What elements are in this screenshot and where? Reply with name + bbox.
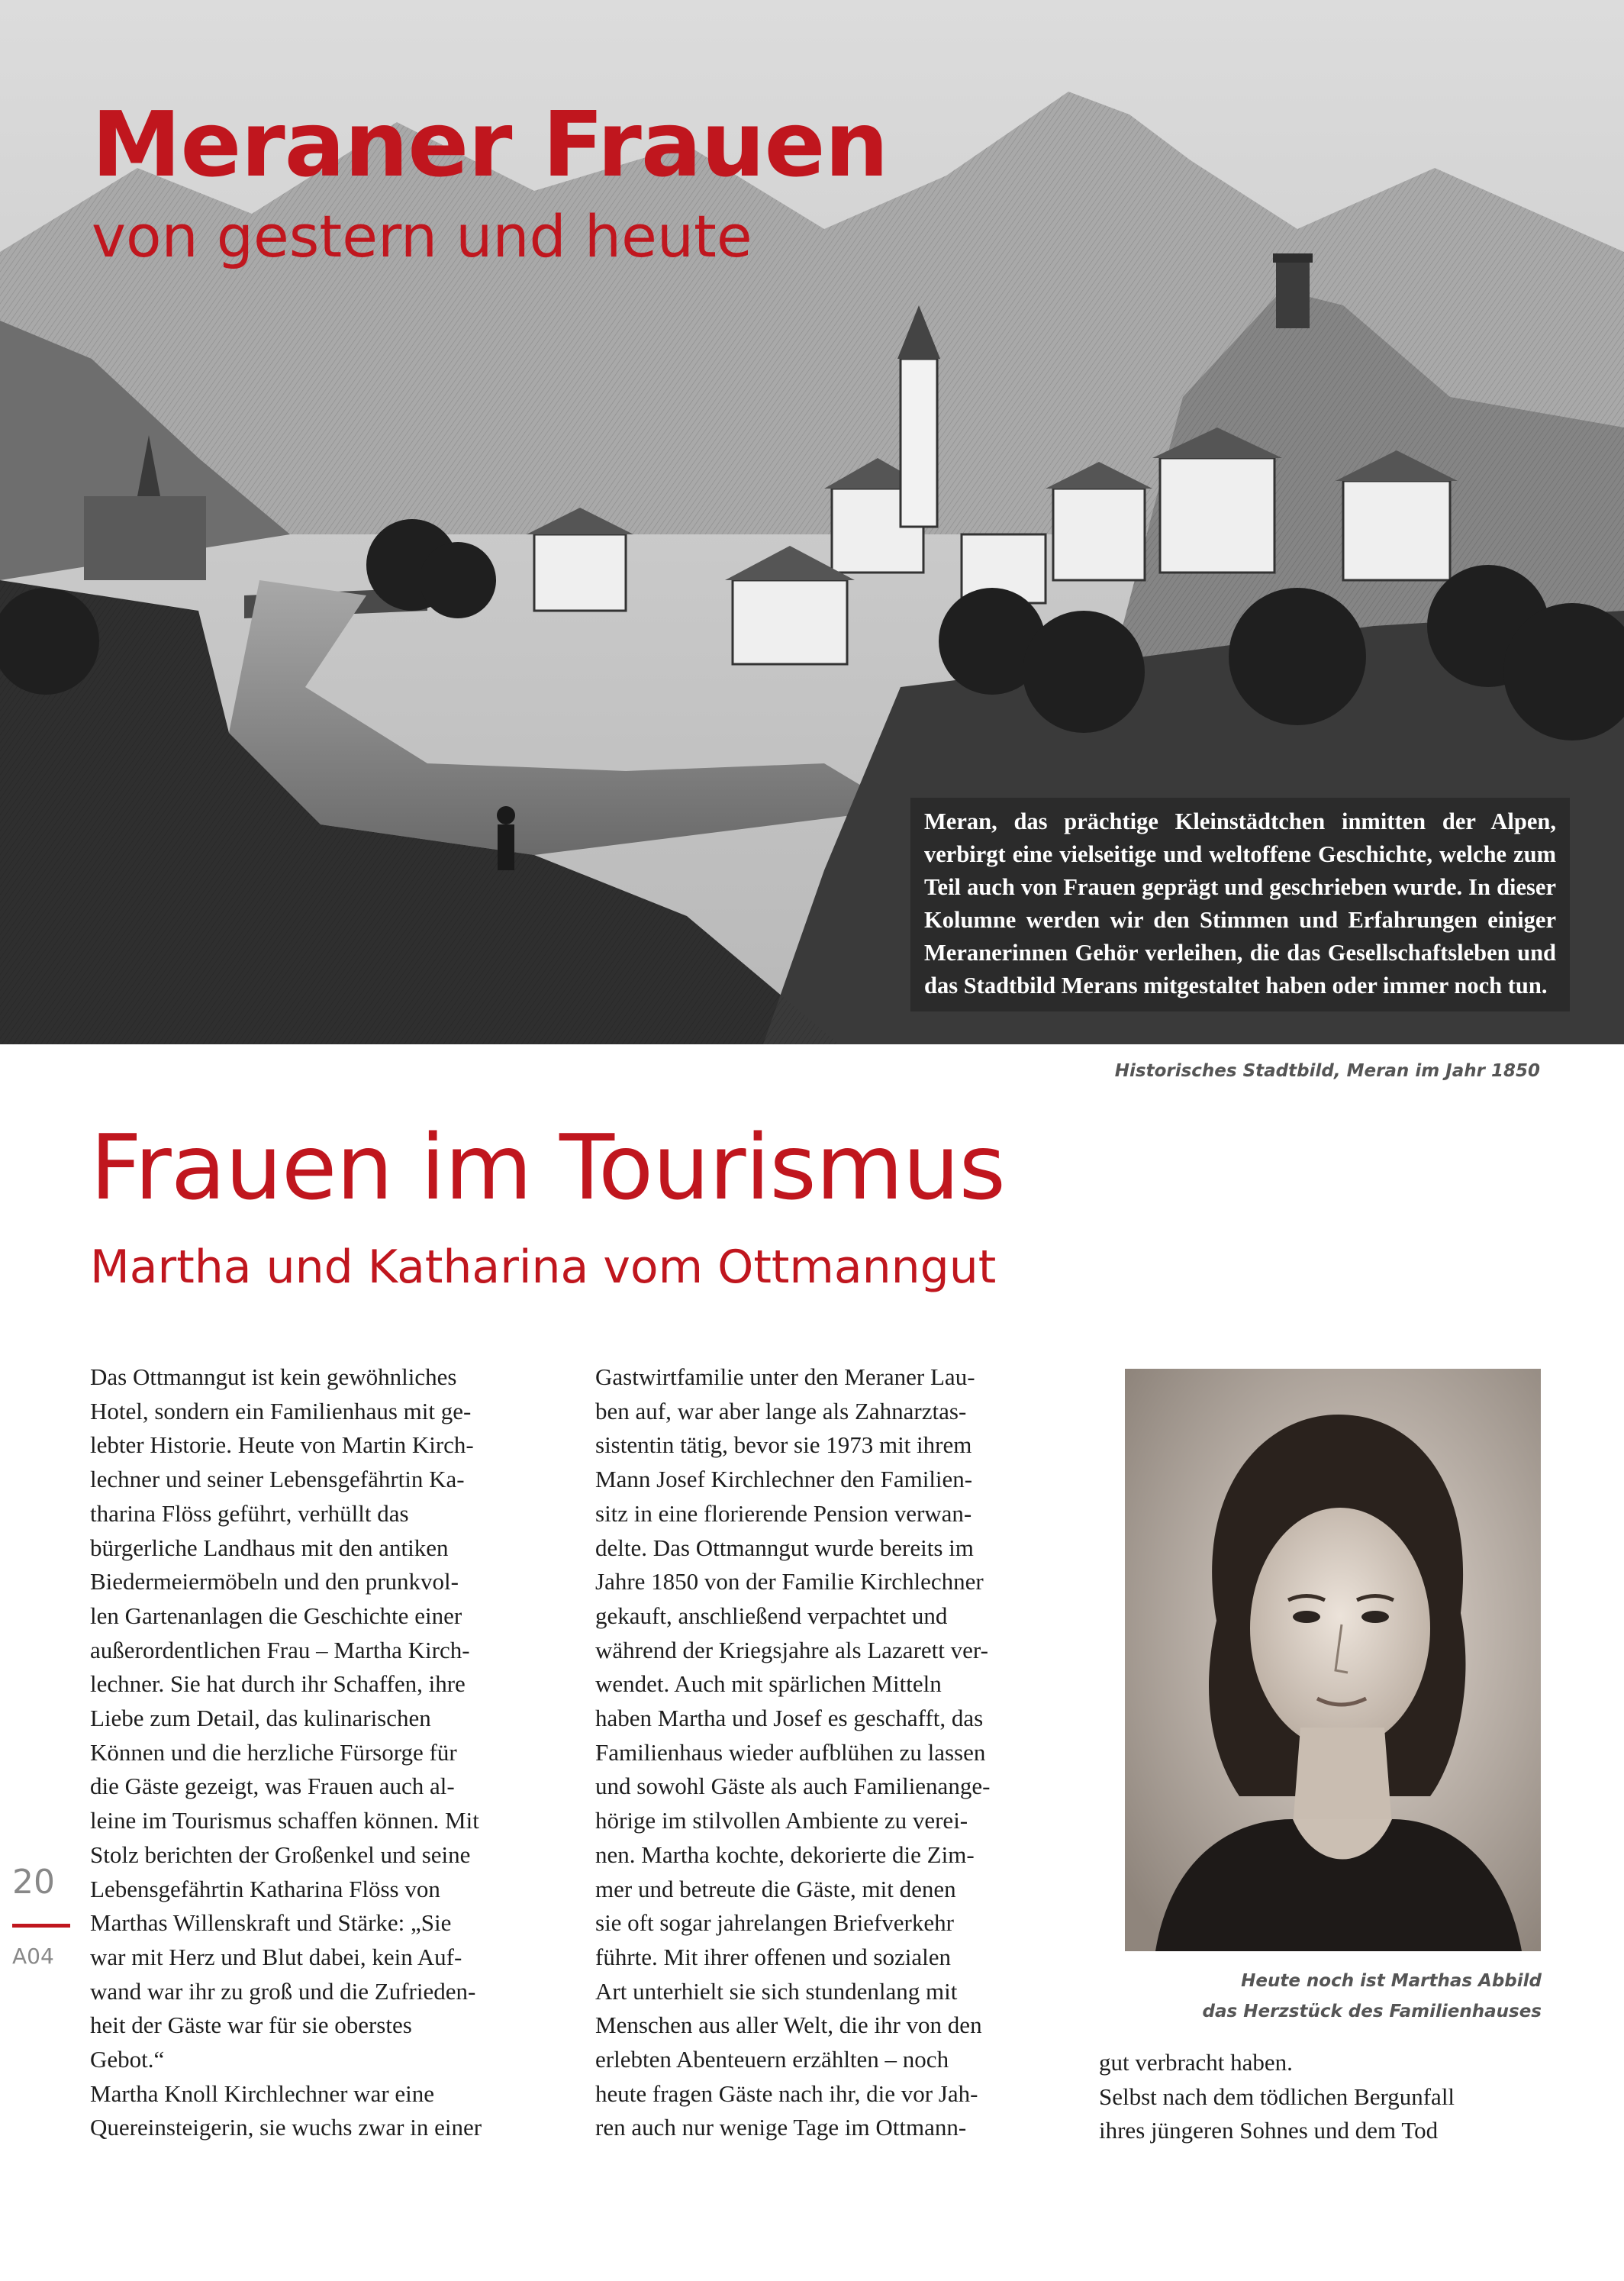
text-line: erlebten Abenteuern erzählten – noch bbox=[595, 2046, 949, 2073]
text-line: bürgerliche Landhaus mit den antiken bbox=[90, 1534, 449, 1561]
article-column-1 bbox=[90, 1360, 540, 2145]
text-line: war mit Herz und Blut dabei, kein Auf- bbox=[90, 1943, 462, 1970]
text-line: Können und die herzliche Fürsorge für bbox=[90, 1738, 457, 1766]
text-line: Marthas Willenskraft und Stärke: „Sie bbox=[90, 1909, 452, 1937]
text-line: lechner. Sie hat durch ihr Schaffen, ihre bbox=[90, 1670, 466, 1698]
article-column-3 bbox=[1099, 2046, 1557, 2148]
text-line: Art unterhielt sie sich stundenlang mit bbox=[595, 1977, 958, 2005]
portrait-caption bbox=[1203, 1966, 1542, 2027]
text-line: lechner und seiner Lebensgefährtin Ka- bbox=[90, 1466, 465, 1493]
text-line: Quereinsteigerin, sie wuchs zwar in einer bbox=[90, 2114, 482, 2141]
text-line: Gebot.“ bbox=[90, 2046, 165, 2073]
text-line: Lebensgefährtin Katharina Flöss von bbox=[90, 1875, 440, 1902]
text-line: tharina Flöss geführt, verhüllt das bbox=[90, 1499, 409, 1527]
text-line: ren auch nur wenige Tage im Ottmann- bbox=[595, 2114, 967, 2141]
text-line: wand war ihr zu groß und die Zufrieden- bbox=[90, 1977, 476, 2005]
text-line: lebter Historie. Heute von Martin Kirch- bbox=[90, 1431, 474, 1459]
text-line: die Gäste gezeigt, was Frauen auch al- bbox=[90, 1773, 455, 1800]
text-line: ben auf, war aber lange als Zahnarztas- bbox=[595, 1397, 967, 1424]
text-line: mer und betreute die Gäste, mit denen bbox=[595, 1875, 956, 1902]
text-line: gut verbracht haben. bbox=[1099, 2049, 1293, 2076]
portrait-illustration bbox=[1125, 1369, 1541, 1951]
page-number: 20 bbox=[12, 1863, 55, 1902]
series-intro-text: Meran, das prächtige Kleinstädtchen inmitten der Alpen, verbirgt eine vielseitige und weltoffene Geschichte, welche zum Teil auch von Frauen geprägt und geschrieben wurde. In dieser Kolumne werden wir den Stimmen und Erfahrungen einiger Meranerinnen Gehör verleihen, die das Gesellschaftsleben und das Stadtbild Merans mitgestaltet haben oder immer noch tun. bbox=[910, 798, 1570, 1011]
text-line: nen. Martha kochte, dekorierte die Zim- bbox=[595, 1841, 975, 1868]
text-line: führte. Mit ihrer offenen und sozialen bbox=[595, 1943, 951, 1970]
text-line: wendet. Auch mit spärlichen Mitteln bbox=[595, 1670, 942, 1698]
portrait-photo-martha bbox=[1125, 1369, 1541, 1951]
section-code: A04 bbox=[12, 1944, 54, 1969]
text-line: Das Ottmanngut ist kein gewöhnliches bbox=[90, 1363, 457, 1390]
text-line: Gastwirtfamilie unter den Meraner Lau- bbox=[595, 1363, 975, 1390]
portrait-caption-line-2: das Herzstück des Familienhauses bbox=[1202, 2002, 1542, 2021]
text-line: Stolz berichten der Großenkel und seine bbox=[90, 1841, 471, 1868]
text-line: Martha Knoll Kirchlechner war eine bbox=[90, 2079, 435, 2107]
text-line: hörige im stilvollen Ambiente zu verei- bbox=[595, 1807, 968, 1834]
hero-engraving bbox=[0, 0, 1624, 1044]
article-subtitle: Martha und Katharina vom Ottmanngut bbox=[90, 1241, 997, 1294]
text-line: leine im Tourismus schaffen können. Mit bbox=[90, 1807, 479, 1834]
series-subtitle: von gestern und heute bbox=[92, 202, 752, 270]
text-line: sitz in eine florierende Pension verwan- bbox=[595, 1499, 972, 1527]
text-line: Familienhaus wieder aufblühen zu lassen bbox=[595, 1738, 986, 1766]
text-line: Menschen aus aller Welt, die ihr von den bbox=[595, 2012, 982, 2039]
text-line: Biedermeiermöbeln und den prunkvol- bbox=[90, 1568, 459, 1595]
text-line: außerordentlichen Frau – Martha Kirch- bbox=[90, 1636, 470, 1663]
text-line: haben Martha und Josef es geschafft, das bbox=[595, 1705, 984, 1732]
text-line: heute fragen Gäste nach ihr, die vor Jah- bbox=[595, 2079, 978, 2107]
article-column-2 bbox=[595, 1360, 1053, 2145]
text-line: len Gartenanlagen die Geschichte einer bbox=[90, 1602, 462, 1629]
text-line: Jahre 1850 von der Familie Kirchlechner bbox=[595, 1568, 984, 1595]
page-number-divider bbox=[12, 1924, 70, 1928]
series-title: Meraner Frauen bbox=[92, 92, 888, 197]
text-line: während der Kriegsjahre als Lazarett ver- bbox=[595, 1636, 988, 1663]
text-line: heit der Gäste war für sie oberstes bbox=[90, 2012, 412, 2039]
text-line: Liebe zum Detail, das kulinarischen bbox=[90, 1705, 431, 1732]
text-line: sie oft sogar jahrelangen Briefverkehr bbox=[595, 1909, 954, 1937]
text-line: Hotel, sondern ein Familienhaus mit ge- bbox=[90, 1397, 472, 1424]
text-line: Mann Josef Kirchlechner den Familien- bbox=[595, 1466, 973, 1493]
text-line: und sowohl Gäste als auch Familienange- bbox=[595, 1773, 991, 1800]
text-line: delte. Das Ottmanngut wurde bereits im bbox=[595, 1534, 974, 1561]
portrait-caption-line-1: Heute noch ist Marthas Abbild bbox=[1241, 1971, 1542, 1991]
text-line: gekauft, anschließend verpachtet und bbox=[595, 1602, 948, 1629]
text-line: sistentin tätig, bevor sie 1973 mit ihrem bbox=[595, 1431, 972, 1459]
hero-image-caption: Historisches Stadtbild, Meran im Jahr 1850 bbox=[1114, 1061, 1540, 1081]
article-title: Frauen im Tourismus bbox=[90, 1115, 1006, 1220]
text-line: ihres jüngeren Sohnes und dem Tod bbox=[1099, 2117, 1439, 2144]
text-line: Selbst nach dem tödlichen Bergunfall bbox=[1099, 2083, 1455, 2110]
